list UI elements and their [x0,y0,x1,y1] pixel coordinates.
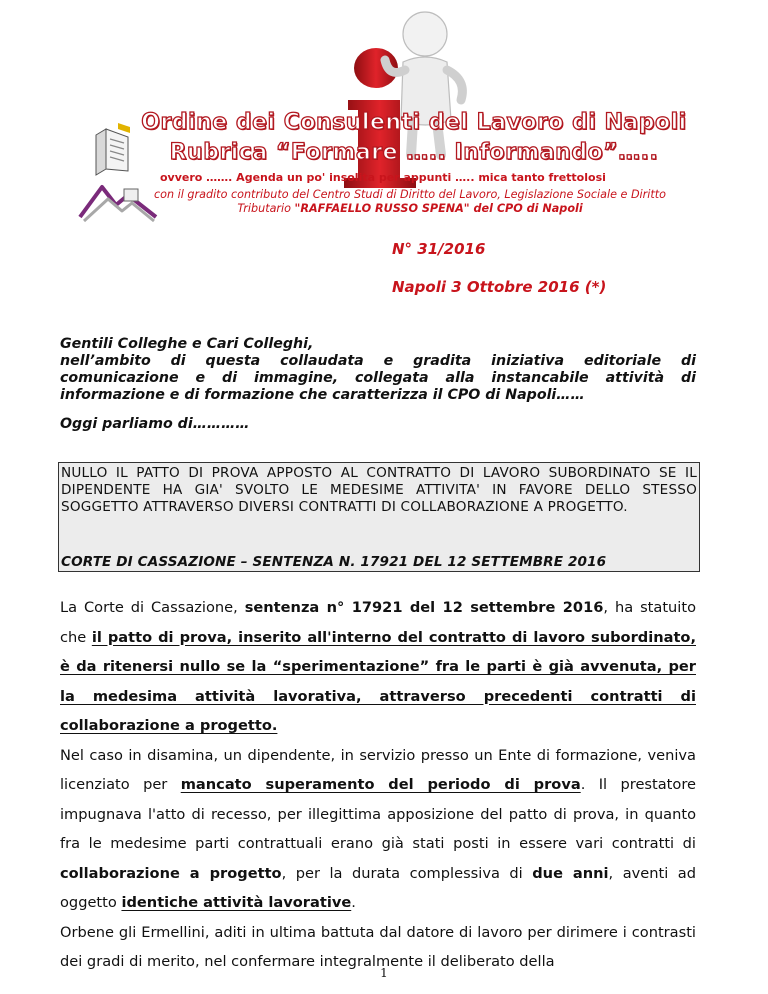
p2-text: Nel caso in disamina, un dipendente, in servizio presso un Ente di formazione, veniva licenziato per [60,746,696,793]
credit-text: con il gradito contributo del Centro Studi di Diritto del Lavoro, Legislazione Sociale e Diritto Tributario [154,188,666,215]
credit-centre-name: "RAFFAELLO RUSSO SPENA" del CPO di Napoli [294,202,583,215]
p2-text-2: . Il prestatore impugnava l'atto di recesso, per illegittima apposizione del patto di prova, in quanto fra le medesime parti contrattuali erano già stati posti in essere vari contratti di [60,776,696,852]
issue-number: N° 31/2016 [392,240,486,258]
p1-text: La Corte di Cassazione, [60,599,245,616]
paragraph-2 [60,741,696,918]
p1-principle: il patto di prova, inserito all'interno del contratto di lavoro subordinato, è da ritenersi nullo se la “sperimentazione” fra le parti è già avvenuta, per la medesima attività lavorativa, attraverso precedenti contratti di collaborazione a progetto. [60,628,696,734]
header-title-line2: Rubrica “Formare ….. Informando”….. [169,140,659,165]
intro-paragraph [60,336,696,404]
intro-text: nell’ambito di questa collaudata e gradita iniziativa editoriale di comunicazione e di immagine, collegata alla instancabile attività di informazione e di formazione che caratterizza il CPO di Napoli…… [60,353,696,403]
page-number: 1 [380,966,388,980]
header-subtitle: ovvero ……. Agenda un po' insolita per appunti ….. mica tanto frettolosi [160,171,606,184]
today-heading: Oggi parliamo di………… [60,416,250,432]
document-header [0,0,768,230]
p2-text-4: , aventi ad oggetto [60,864,696,911]
p1-text-2: , ha statuito che [60,599,697,646]
issue-date: Napoli 3 Ottobre 2016 (*) [392,278,607,296]
p2-emphasis-3: due anni [532,864,609,882]
paragraph-1 [60,593,696,741]
article-body [60,593,696,977]
box-headline: NULLO IL PATTO DI PROVA APPOSTO AL CONTRATTO DI LAVORO SUBORDINATO SE IL DIPENDENTE HA GIA' SVOLTO LE MEDESIME ATTIVITA' IN FAVORE DELLO STESSO SOGGETTO ATTRAVERSO DIVERSI CONTRATTI DI COLLABORAZIONE A PROGETTO. [61,465,697,515]
greeting: Gentili Colleghe e Cari Colleghi, [60,336,314,352]
box-ruling: CORTE DI CASSAZIONE – SENTENZA N. 17921 DEL 12 SETTEMBRE 2016 [61,554,607,570]
p1-sentence-ref: sentenza n° 17921 del 12 settembre 2016 [244,599,604,616]
header-credit [140,188,680,216]
paragraph-3: Orbene gli Ermellini, aditi in ultima battuta dal datore di lavoro per dirimere i contrasti dei gradi di merito, nel confermare integralmente il deliberato della [60,923,696,970]
p2-text-3: , per la durata complessiva di [281,864,533,882]
header-title-line1: Ordine dei Consulenti del Lavoro di Napoli [141,110,687,135]
p2-emphasis-1: mancato superamento del periodo di prova [180,776,581,793]
3d-figure-mascot-icon [355,0,485,160]
p2-text-5: . [351,894,356,911]
p2-emphasis-4: identiche attività lavorative [121,894,352,911]
headline-box [58,462,700,572]
p2-emphasis-2: collaborazione a progetto [60,864,282,882]
